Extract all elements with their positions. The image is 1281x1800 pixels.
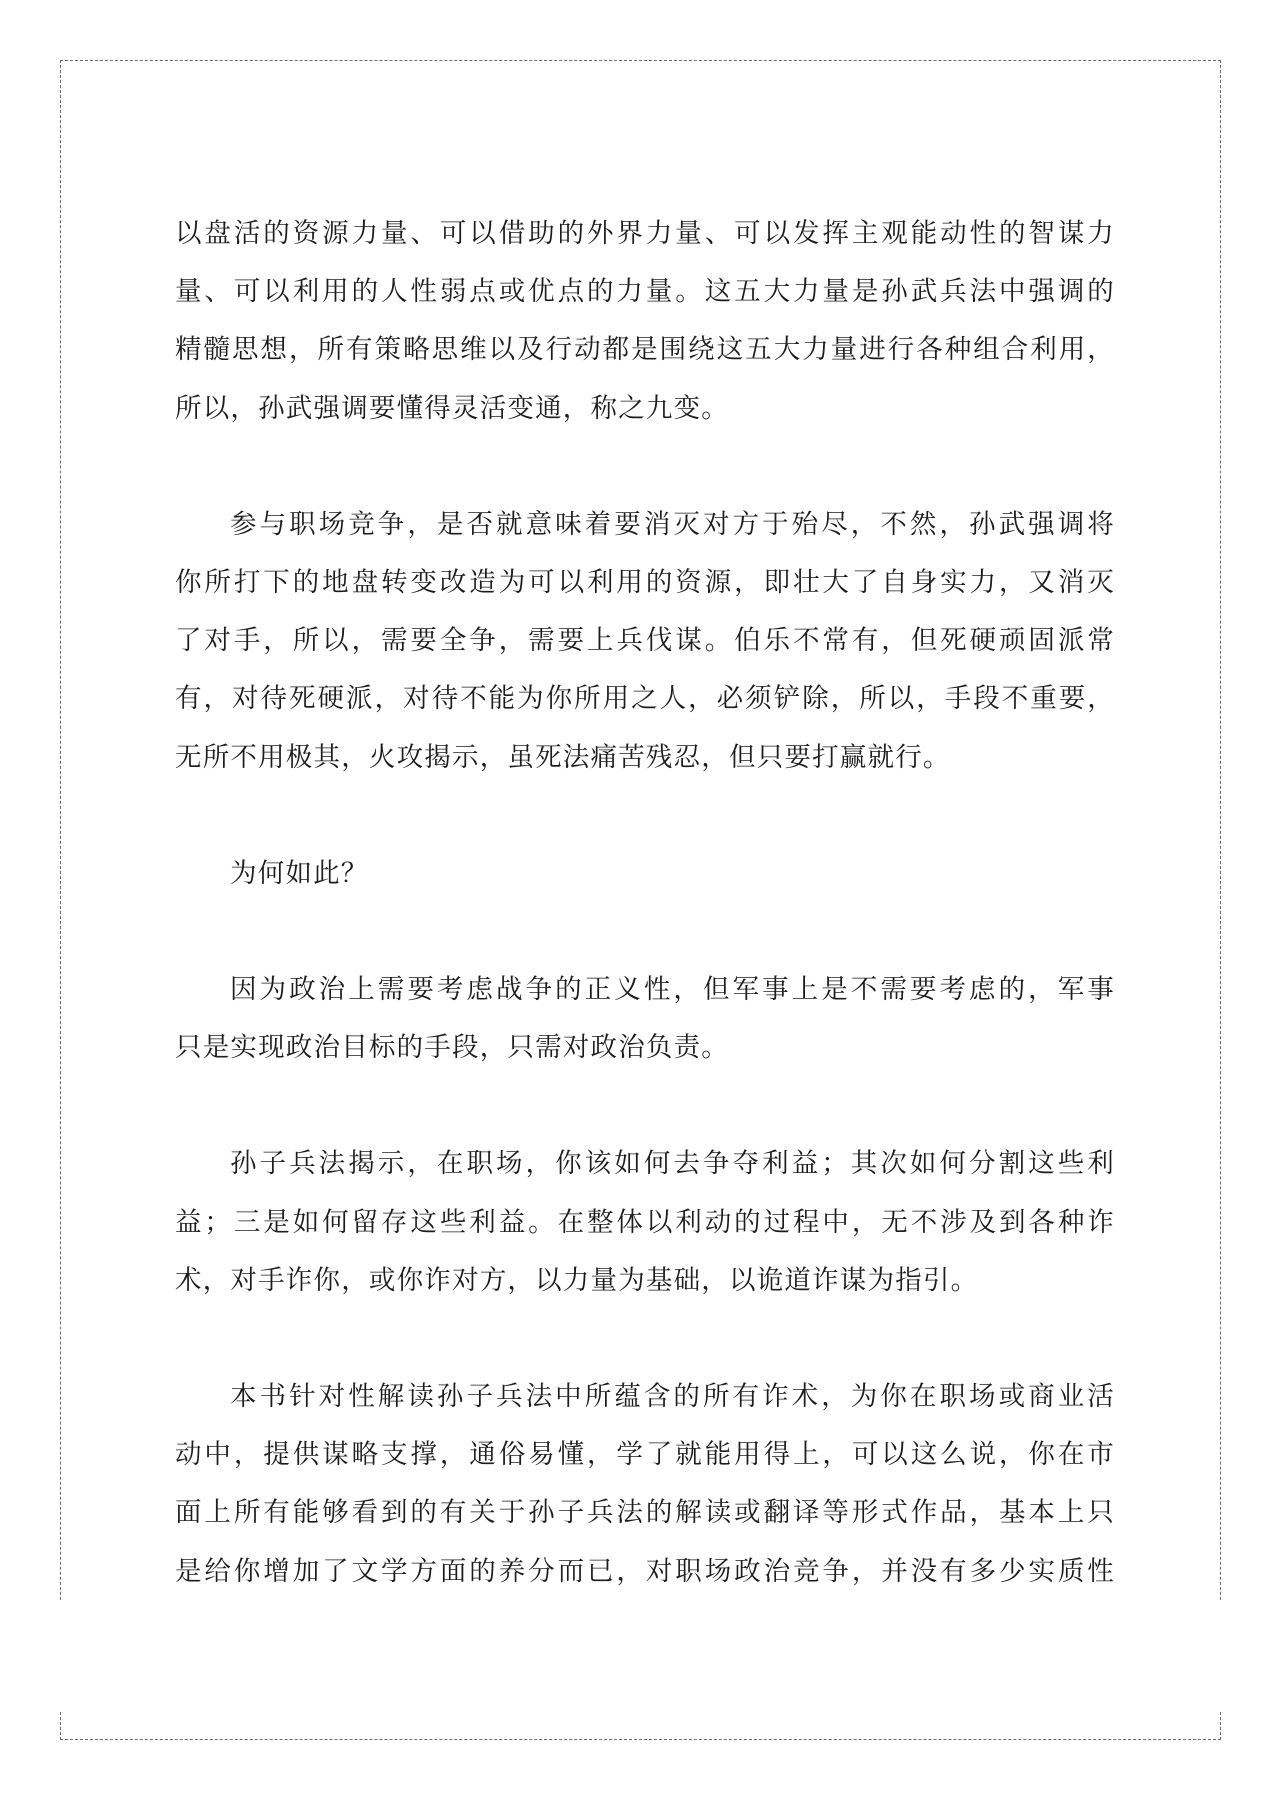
- text-line: 是给你增加了文学方面的养分而已，对职场政治竞争，并没有多少实质性: [175, 1555, 1115, 1587]
- text-line: 你所打下的地盘转变改造为可以利用的资源，即壮大了自身实力，又消灭: [175, 567, 1115, 599]
- page-border-gap-right: [1218, 1600, 1224, 1710]
- text-line: 孙子兵法揭示，在职场，你该如何去争夺利益；其次如何分割这些利: [230, 1148, 1115, 1180]
- text-line: 面上所有能够看到的有关于孙子兵法的解读或翻译等形式作品，基本上只: [175, 1497, 1115, 1529]
- paragraph-2: [175, 496, 1115, 787]
- paragraph-1: [175, 205, 1115, 438]
- text-line: 术，对手诈你，或你诈对方，以力量为基础，以诡道诈谋为指引。: [175, 1264, 979, 1296]
- text-line: 了对手，所以，需要全争，需要上兵伐谋。伯乐不常有，但死硬顽固派常: [175, 625, 1115, 657]
- page-border-gap-left: [57, 1600, 63, 1710]
- text-line: 所以，孙武强调要懂得灵活变通，称之九变。: [175, 392, 729, 424]
- text-line: 参与职场竞争，是否就意味着要消灭对方于殆尽，不然，孙武强调将: [230, 508, 1115, 540]
- text-line: 动中，提供谋略支撑，通俗易懂，学了就能用得上，可以这么说，你在市: [175, 1439, 1115, 1471]
- text-line: 有，对待死硬派，对待不能为你所用之人，必须铲除，所以，手段不重要，: [175, 683, 1115, 715]
- paragraph-4: [175, 961, 1115, 1077]
- text-line: 因为政治上需要考虑战争的正义性，但军事上是不需要考虑的，军事: [230, 974, 1115, 1006]
- paragraph-5: [175, 1135, 1115, 1310]
- text-line: 为何如此？: [230, 857, 369, 889]
- text-line: 无所不用极其，火攻揭示，虽死法痛苦残忍，但只要打赢就行。: [175, 741, 951, 773]
- text-line: 量、可以利用的人性弱点或优点的力量。这五大力量是孙武兵法中强调的: [175, 276, 1115, 308]
- text-line: 精髓思想，所有策略思维以及行动都是围绕这五大力量进行各种组合利用，: [175, 334, 1115, 366]
- document-body: [175, 205, 1115, 1659]
- text-line: 只是实现政治目标的手段，只需对政治负责。: [175, 1032, 729, 1064]
- paragraph-3: [175, 845, 1115, 903]
- paragraph-6: [175, 1368, 1115, 1601]
- text-line: 益；三是如何留存这些利益。在整体以利动的过程中，无不涉及到各种诈: [175, 1206, 1115, 1238]
- text-line: 以盘活的资源力量、可以借助的外界力量、可以发挥主观能动性的智谋力: [175, 218, 1115, 249]
- text-line: 本书针对性解读孙子兵法中所蕴含的所有诈术，为你在职场或商业活: [230, 1381, 1115, 1413]
